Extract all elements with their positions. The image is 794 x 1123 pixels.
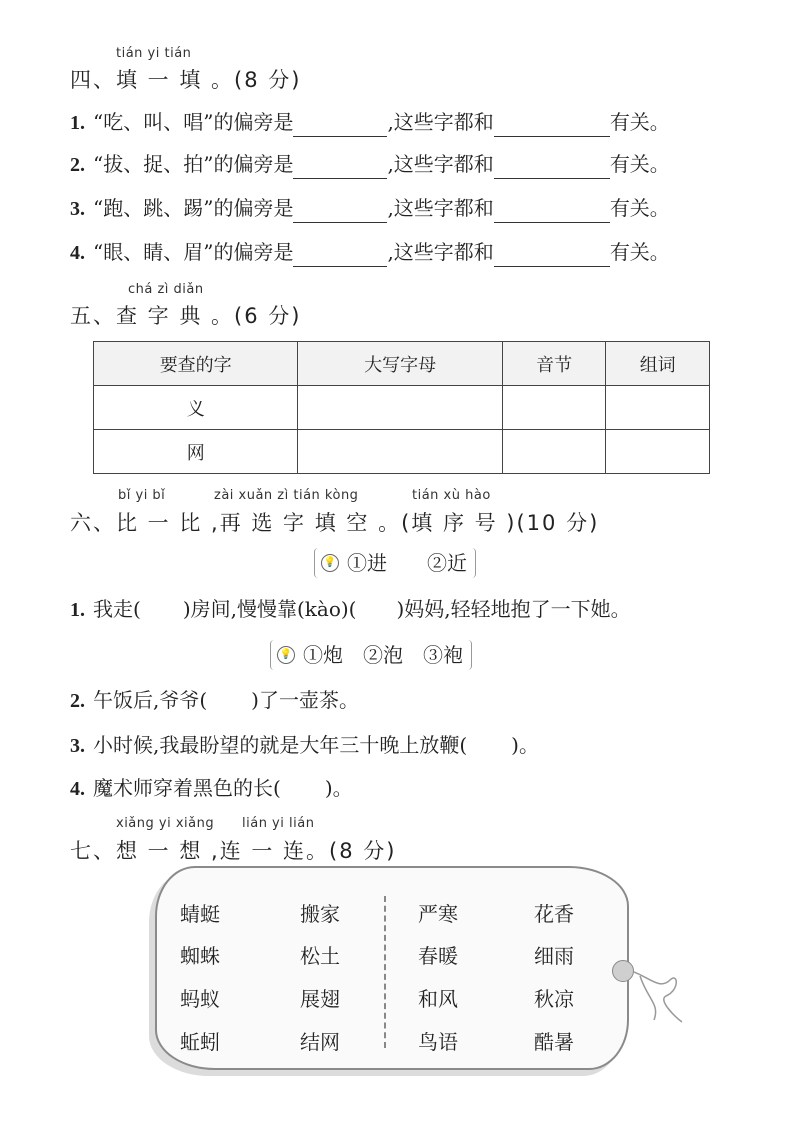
table-header: 大写字母 — [298, 342, 502, 386]
question-text: 午饭后,爷爷( — [93, 688, 208, 712]
lightbulb-icon: 💡 — [277, 646, 295, 664]
sec6-question-1 — [70, 595, 631, 623]
match-word[interactable]: 展翅 — [300, 987, 340, 1011]
question-text: “吃、叫、唱”的偏旁是 — [93, 110, 294, 134]
match-word[interactable]: 蚯蚓 — [180, 1030, 220, 1054]
match-word[interactable]: 鸟语 — [418, 1030, 458, 1054]
answer-blank[interactable] — [293, 242, 387, 267]
dictionary-table — [93, 341, 710, 474]
options-box-2 — [270, 640, 472, 670]
sec4-question-1 — [70, 108, 670, 136]
question-text: “跑、跳、踢”的偏旁是 — [93, 196, 294, 220]
sec7-pinyin-b: lián yi lián — [242, 816, 315, 831]
sec6-question-3 — [70, 731, 539, 759]
sec6-pinyin-c: tián xù hào — [412, 488, 491, 503]
question-text: 我走( — [93, 597, 141, 621]
answer-cell[interactable] — [502, 430, 606, 474]
question-text: ,这些字都和 — [387, 240, 494, 264]
question-text: )。 — [324, 776, 353, 800]
sec4-question-3 — [70, 194, 670, 222]
match-word[interactable]: 酷暑 — [534, 1030, 574, 1054]
question-number: 1. — [70, 112, 85, 134]
match-word[interactable]: 春暖 — [418, 944, 458, 968]
answer-blank[interactable] — [494, 198, 610, 223]
answer-blank[interactable] — [293, 198, 387, 223]
sec4-title: 四、填 一 填 。(8 分) — [70, 68, 302, 92]
question-number: 2. — [70, 154, 85, 176]
question-text: )了一壶茶。 — [251, 688, 359, 712]
sec6-title: 六、比 一 比 ,再 选 字 填 空 。(填 序 号 )(10 分) — [70, 511, 600, 535]
table-char-cell: 义 — [94, 386, 298, 430]
answer-blank[interactable] — [293, 112, 387, 137]
table-header: 要查的字 — [94, 342, 298, 386]
sec4-question-4 — [70, 238, 670, 266]
ribbon-icon — [630, 960, 690, 1030]
question-text: “眼、睛、眉”的偏旁是 — [93, 240, 294, 264]
table-header: 音节 — [502, 342, 606, 386]
question-text: 魔术师穿着黑色的长( — [93, 776, 281, 800]
dashed-divider — [384, 896, 386, 1048]
question-text: ,这些字都和 — [387, 196, 494, 220]
sec4-pinyin: tián yi tián — [116, 46, 192, 61]
question-text: “拔、捉、拍”的偏旁是 — [93, 152, 294, 176]
question-number: 3. — [70, 735, 85, 757]
answer-cell[interactable] — [298, 430, 502, 474]
question-text: )妈妈,轻轻地抱了一下她。 — [396, 597, 631, 621]
answer-cell[interactable] — [606, 430, 710, 474]
question-number: 1. — [70, 599, 85, 621]
options-box-1 — [314, 548, 476, 578]
question-number: 2. — [70, 690, 85, 712]
table-header: 组词 — [606, 342, 710, 386]
question-text: ,这些字都和 — [387, 110, 494, 134]
question-number: 4. — [70, 778, 85, 800]
match-word[interactable]: 搬家 — [300, 902, 340, 926]
table-char-cell: 网 — [94, 430, 298, 474]
match-word[interactable]: 松土 — [300, 944, 340, 968]
sec6-pinyin-b: zài xuǎn zì tián kòng — [214, 488, 359, 503]
match-word[interactable]: 花香 — [534, 902, 574, 926]
match-word[interactable]: 结网 — [300, 1030, 340, 1054]
sec7-pinyin-a: xiǎng yi xiǎng — [116, 816, 215, 831]
sec5-title: 五、查 字 典 。(6 分) — [70, 304, 302, 328]
answer-blank[interactable] — [293, 154, 387, 179]
table-header-row — [94, 342, 710, 386]
answer-cell[interactable] — [298, 386, 502, 430]
answer-blank[interactable] — [494, 242, 610, 267]
answer-blank[interactable] — [494, 112, 610, 137]
match-word[interactable]: 秋凉 — [534, 987, 574, 1011]
match-word[interactable]: 蚂蚁 — [180, 987, 220, 1011]
match-word[interactable]: 严寒 — [418, 902, 458, 926]
answer-cell[interactable] — [502, 386, 606, 430]
table-row — [94, 386, 710, 430]
question-text: 有关。 — [609, 110, 670, 134]
sec6-question-4 — [70, 774, 353, 802]
question-text: ,这些字都和 — [387, 152, 494, 176]
question-number: 4. — [70, 242, 85, 264]
sec6-pinyin-a: bǐ yi bǐ — [118, 488, 166, 503]
sec5-pinyin: chá zì diǎn — [128, 282, 204, 297]
question-text: 有关。 — [609, 196, 670, 220]
options-text: ①进 ②近 — [347, 551, 467, 575]
answer-cell[interactable] — [606, 386, 710, 430]
question-text: )房间,慢慢靠(kào)( — [182, 597, 357, 621]
question-text: 有关。 — [609, 240, 670, 264]
options-text: ①炮 ②泡 ③袍 — [303, 643, 463, 667]
match-word[interactable]: 细雨 — [534, 944, 574, 968]
question-number: 3. — [70, 198, 85, 220]
sec7-title: 七、想 一 想 ,连 一 连。(8 分) — [70, 839, 397, 863]
match-word[interactable]: 和风 — [418, 987, 458, 1011]
table-row — [94, 430, 710, 474]
sec4-question-2 — [70, 150, 670, 178]
answer-blank[interactable] — [494, 154, 610, 179]
question-text: 有关。 — [609, 152, 670, 176]
match-word[interactable]: 蜻蜓 — [180, 902, 220, 926]
sec6-question-2 — [70, 686, 359, 714]
question-text: )。 — [511, 733, 539, 757]
question-text: 小时候,我最盼望的就是大年三十晚上放鞭( — [93, 733, 468, 757]
match-word[interactable]: 蜘蛛 — [180, 944, 220, 968]
lightbulb-icon: 💡 — [321, 554, 339, 572]
